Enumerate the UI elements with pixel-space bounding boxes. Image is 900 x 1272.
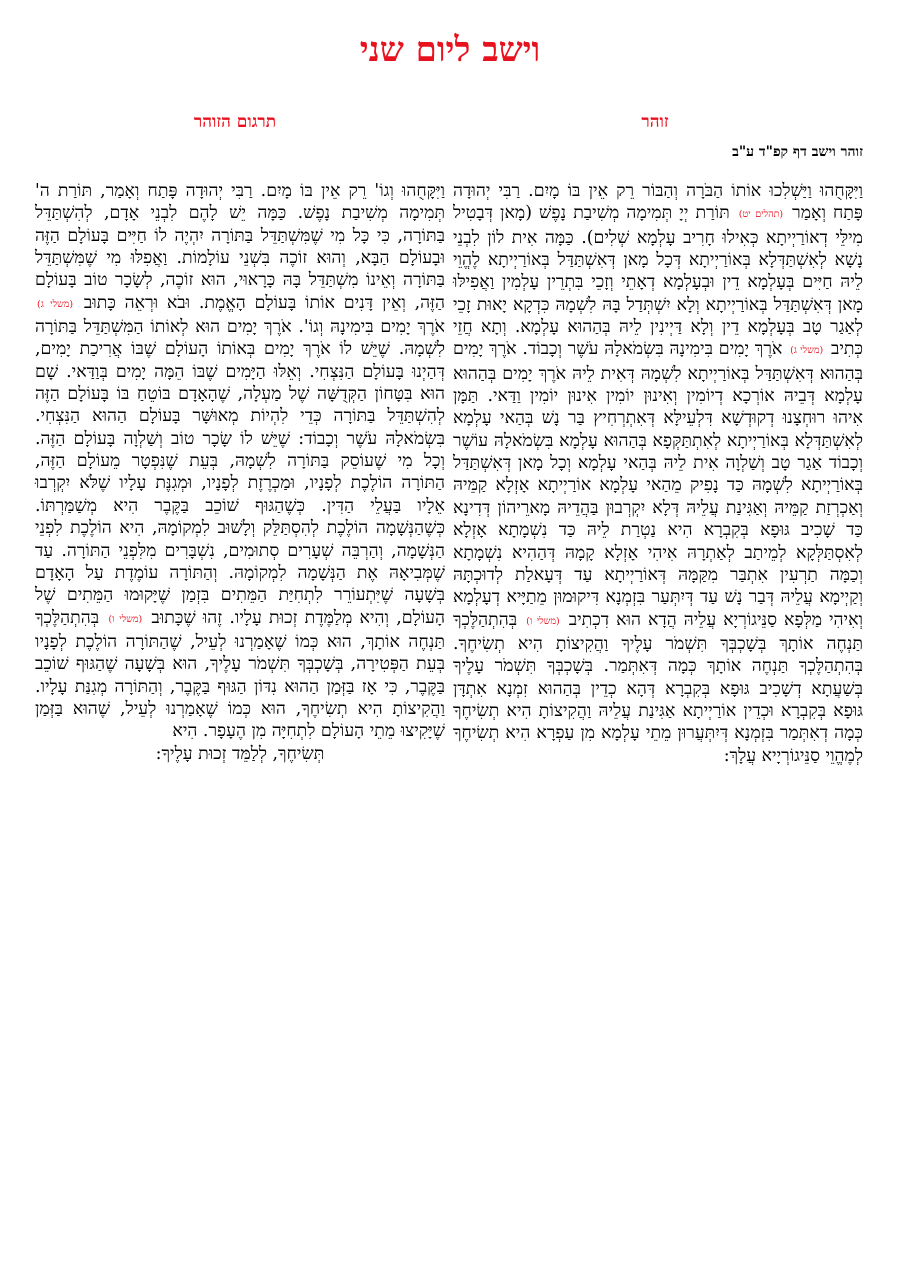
targum-text-part-2: אֹרֶךְ יָמִים בִּימִינָהּ וְגוֹ'. אֹרֶךְ יָמִים הוּא לְאוֹתוֹ הַמִּשְׁתַּדֵּל בַּתּוֹרָה לִשְׁמָהּ. שֶׁיֵּשׁ לוֹ אֹרֶךְ יָמִים בְּאוֹתוֹ הָעוֹלָם שֶׁבּוֹ אֲרִיכַת יָמִים, דְּהַיְנוּ בָּעוֹלָם הַנִּצְחִי. וְאֵלּוּ הַיָּמִים שֶׁבּוֹ הֵמָּה יָמִים בְּוַדַּאי. שָׁם הוּא בִּטָּחוֹן הַקְּדֻשָּׁה שֶׁל מַעְלָה, שֶׁהָאָדָם בּוֹטֵחַ בּוֹ בָּעוֹלָם הַזֶּה לְהִשְׁתַּדֵּל בַּתּוֹרָה כְּדֵי לִהְיוֹת מְאוּשָּׁר בָּעוֹלָם הַהוּא הַנִּצְחִי. בִּשְׂמֹאלָהּ עֹשֶׁר וְכָבוֹד: שֶׁיֵּשׁ לוֹ שָׂכָר טוֹב וְשַׁלְוָה בָּעוֹלָם הַזֶּה. וְכָל מִי שֶׁעוֹסֵק בַּתּוֹרָה לִשְׁמָהּ, בְּעֵת שֶׁנִּפְטָר מֵעוֹלָם הַזֶּה, הַתּוֹרָה הוֹלֶכֶת לְפָנָיו, וּמַכְרֶזֶת לְפָנָיו, וּמְגִנֶּת עָלָיו שֶׁלֹּא יִקְרְבוּ אֵלָיו בַּעֲלֵי הַדִּין. כְּשֶׁהַגּוּף שׁוֹכֵב בַּקֶּבֶר הִיא מְשַׁמַּרְתּוֹ. כְּשֶׁהַנְּשָׁמָה הוֹלֶכֶת לְהִסְתַּלֵּק וְלָשׁוּב לִמְקוֹמָהּ, הִיא הוֹלֶכֶת לִפְנֵי הַנְּשָׁמָה, וְהַרְבֵּה שְׁעָרִים סְתוּמִים, נִשְׁבָּרִים מִלִּפְנֵי הַתּוֹרָה. עַד שֶׁמְּבִיאָהּ אֶת הַנְּשָׁמָה לִמְקוֹמָהּ. וְהַתּוֹרָה עוֹמֶדֶת עַל הָאָדָם בְּשָׁעָה שֶׁיִּתְעוֹרֵר לִתְחִיַּת הַמֵּתִים בִּזְמַן שֶׁיָּקוּמוּ הַמֵּתִים שֶׁל הָעוֹלָם, וְהִיא מְלַמֶּדֶת זְכוּת עָלָיו. זֶהוּ שֶׁכָּתוּב (35, 317, 446, 628)
targum-column-heading: תרגום הזוהר (193, 112, 277, 132)
targum-citation-2: (משלי ו) (108, 613, 143, 625)
source-reference: זוהר וישב דף קפ"ד ע"ב (732, 144, 863, 160)
zohar-citation-1: (תהלים יט) (738, 209, 784, 221)
targum-paragraph (35, 180, 445, 765)
targum-text-part-1: וַיִּקָּחֻהוּ וְגוֹ' רֵק אֵין בּוֹ מָיִם. רַבִּי יְהוּדָה פָּתַח וְאָמַר, תּוֹרַת ה' תְּמִימָה מְשִׁיבַת נָפֶשׁ. כַּמָּה יֵשׁ לָהֶם לִבְנֵי אָדָם, לְהִשְׁתַּדֵּל בַּתּוֹרָה, כִּי כָּל מִי שֶׁמִּשְׁתַּדֵּל בַּתּוֹרָה יִהְיֶה לוֹ חַיִּים בָּעוֹלָם הַזֶּה וּבָעוֹלָם הַבָּא, וְהוּא זוֹכֶה בִּשְׁנֵי עוֹלָמוֹת. וַאֲפִלּוּ מִי שֶׁמִּשְׁתַּדֵּל בַּתּוֹרָה וְאֵינוֹ מִשְׁתַּדֵּל בָּהּ כָּרָאוּי, הוּא זוֹכֶה, לְשָׂכָר טוֹב בָּעוֹלָם הַזֶּה, וְאֵין דָּנִים אוֹתוֹ בָּעוֹלָם הָאֱמֶת. וּבֹא וּרְאֵה כָּתוּב (35, 181, 445, 313)
zohar-text-part-2: תּוֹרַת יְיָ תְּמִימָה מְשִׁיבַת נָפֶשׁ (מָאן דְּבָטִיל מִילֵּי דְאוֹרַיְיתָא כְּאִילוּ חָרִיב עָלְמָא שְׁלִים). כַּמָּה אִית לוֹן לִבְנֵי נָשָׁא לְאִשְׁתַּדְּלָא בְּאוֹרַיְיתָא דְּכָל מָאן דְּאִשְׁתַּדַּל בְּאוֹרַיְיתָא לֶהֱוֵי לֵיהּ חַיִּים בְּעָלְמָא דֵין וּבְעָלְמָא דְאָתֵי וְזָכֵי בִּתְרֵין עָלְמִין וַאֲפִילּוּ מָאן דְּאִשְׁתַּדַּל בְּאוֹרַיְיתָא וְלָא יִשְׁתְּדַל בָּהּ לִשְׁמָהּ כִּדְקָא יָאוּת זָכֵי לְאַגַר טָב בְּעָלְמָא דֵין וְלָא דַּיְינִין לֵיהּ בְּהַהוּא עָלְמָא. וְתָא חֲזֵי כְּתִיב (453, 203, 863, 360)
page-title: וישב ליום שני (359, 30, 541, 70)
zohar-column-heading: זוהר (641, 112, 669, 132)
zohar-text-part-1: וַיִּקָּחֻהוּ וַיַּשְׁלִכוּ אוֹתוֹ הַבֹּרָה וְהַבּוֹר רֵק אֵין בּוֹ מָיִם. רַבִּי יְהוּדָה פָּתַח וְאָמַר (453, 181, 863, 224)
targum-final-line: תְּשִׂיחֶךָ, לְלַמֵּד זְכוּת עָלֶיךָ: (155, 743, 325, 764)
zohar-text-column (453, 180, 863, 767)
zohar-citation-3: (משלי ו) (526, 615, 560, 627)
targum-text-part-3: בְּהִתְהַלֶּכְךָ תַּנְחֶה אוֹתָךְ, הוּא כְּמוֹ שֶׁאָמַרְנוּ לְעֵיל, שֶׁהַתּוֹרָה הוֹלֶכֶת לְפָנָיו בְּעֵת הַפְּטִירָה, בְּשָׁכְבְּךָ תִּשְׁמֹר עָלֶיךָ, הוּא בְּשָׁעָה שֶׁהַגּוּף שׁוֹכֵב בַּקֶּבֶר, כִּי אָז בַּזְּמַן הַהוּא נִדּוֹן הַגּוּף בַּקֶּבֶר, וְהַתּוֹרָה מְגִנַּת עָלָיו. וַהֲקִיצוֹתָ הִיא תְשִׂיחֶךָ, הוּא כְּמוֹ שֶׁאָמַרְנוּ לְעֵיל, שֶׁהוּא בַּזְּמַן שֶׁיָּקִיצוּ מֵתֵי הָעוֹלָם לִתְחִיָּה מִן הֶעָפָר. הִיא (35, 607, 445, 742)
zohar-paragraph (453, 180, 863, 767)
targum-citation-1: (משלי ג) (37, 298, 74, 310)
zohar-text-part-4: בְּהִתְהַלֶּכְךָ תַּנְחֶה אוֹתָךְ בְּשָׁכְבְּךָ תִּשְׁמֹר עָלֶיךָ וַהֲקִיצוֹתָ הִיא תְשִׂיחֶךָ. בְּהִתְהַלֶּכְךָ תַּנְחֶה אוֹתָךְ כְּמָה דְּאִתְּמַר. בְּשָׁכְבְּךָ תִּשְׁמֹר עָלֶיךָ בְּשַׁעֲתָא דְשָׁכִיב גּוּפָא בְּקִבְרָא דְּהָא כְדֵין בְּהַהוּא זִמְנָא אִתְדָּן גּוּפָא בְּקִבְרָא וּכְדֵין אוֹרַיְיתָא אַגִּינַת עֲלֵיהּ וַהֲקִיצוֹתָ הִיא תְשִׂיחֶךָ כְּמָה דְאִתְּמַר בִּזְמְנָא דְּיִתְּעֲרוּן מֵתֵי עָלְמָא מִן עַפְרָא הִיא תְשִׂיחֶךָ לְמֶהֱוֵי סַנֵּיגוֹרְיָיא עֲלָךְ: (453, 609, 863, 766)
zohar-text-part-3: אֹרֶךְ יָמִים בִּימִינָהּ בִּשְׂמֹאלָהּ עֹשֶׁר וְכָבוֹד. אֹרֶךְ יָמִים בְּהַהוּא דְּאִשְׁתַּדַּל בְּאוֹרַיְיתָא לִשְׁמָהּ דְּאִית לֵיהּ אֹרֶךְ יָמִים בְּהַהוּא עָלְמָא דְּבֵיהּ אוֹרְכָא דְיוֹמִין וְאִינוּן יוֹמִין אִינוּן יוֹמִין וַדַּאי. תַּמָּן אִיהוּ רוּחְצָנוּ דְקוּדְשָׁא דִּלְעֵילָּא דְּאִתְרְחִיץ בַּר נָשׁ בְּהַאי עָלְמָא לְאִשְׁתַּדְּלָא בְּאוֹרַיְיתָא לְאִתְתַּקְּפָא בְּהַהוּא עָלְמָא בִּשְׂמֹאלָהּ עוֹשֶׁר וְכָבוֹד אַגַר טָב וְשַׁלְוָה אִית לֵיהּ בְּהַאי עָלְמָא וְכָל מָאן דְּאִשְׁתַּדַּל בְּאוֹרַיְיתָא לִשְׁמָהּ כַּד נָפִיק מֵהַאי עָלְמָא אוֹרַיְיתָא אָזְלָא קַמֵּיהּ וְאַכְרְזַת קַמֵּיהּ וְאַגִּינַת עֲלֵיהּ דְּלָא יִקְרְבוּן בַּהֲדֵיהּ מָארֵיהוֹן דְּדִינָא כַּד שָׁכִיב גּוּפָא בְּקִבְרָא הִיא נַטְרַת לֵיהּ כַּד נִשְׁמָתָא אָזְלָא לְאִסְתַּלְּקָא לְמֵיתַב לְאַתְרָהּ אִיהִי אָזְלָא קָמָהּ דְּהַהִיא נִשְׁמָתָא וְכַמָּה תַרְעִין אִתְבַּר מִקַּמָּהּ דְּאוֹרַיְיתָא עַד דְּעָאלַת לְדוּכְתָּהּ וְקַיְימָא עֲלֵיהּ דְּבַר נָשׁ עַד דְּיִתְּעַר בִּזְמְנָא דִּיקוּמוּן מֵתַיָּיא דְעָלְמָא וְאִיהִי מַלְּפָא סַנֵּיגוֹרְיָא עֲלֵיהּ הֲדָא הוּא דִכְתִיב (453, 339, 864, 630)
targum-text-column (35, 180, 445, 765)
zohar-citation-2: (משלי ג) (790, 345, 824, 357)
